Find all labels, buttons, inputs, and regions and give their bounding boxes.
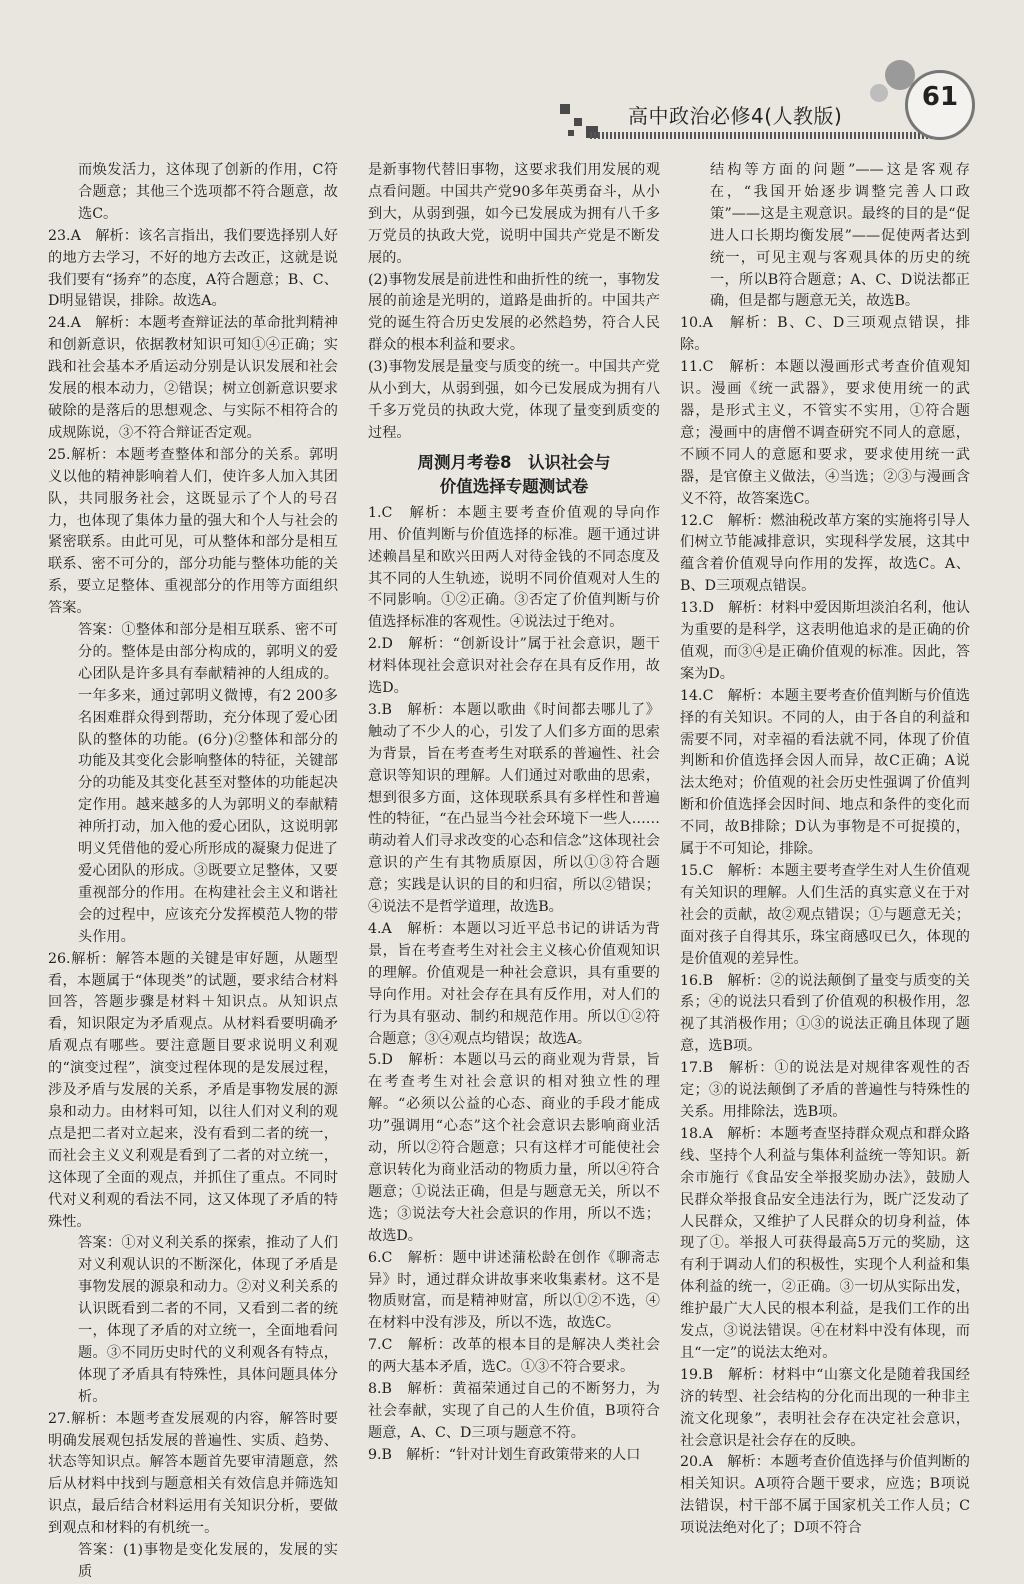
answer-item: 是新事物代替旧事物，这要求我们用发展的观点看问题。中国共产党90多年英勇奋斗，从小到大，从弱到强，如今已发展成为拥有八千多万党员的执政大党，说明中国共产党是不断发展的。: [368, 162, 660, 266]
answer-item: 20.A 解析：本题考查价值选择与价值判断的相关知识。A项符合题干要求，应选；B项说法错误，村干部不属于国家机关工作人员；C项说法绝对化了；D项不符合: [680, 1454, 970, 1537]
answer-item: 24.A 解析：本题考查辩证法的革命批判精神和创新意识，依据教材知识可知①④正确；实践和社会基本矛盾运动分别是认识发展和社会发展的根本动力，②错误；树立创新意识要求破除的是落后的思想观念、与实际不相符合的成规陈说，③不符合辩证否定观。: [48, 315, 338, 441]
column-middle: [368, 160, 660, 1467]
answer-item: 13.D 解析：材料中爱因斯坦淡泊名利，他认为重要的是科学，这表明他追求的是正确的价值观，而③④是正确价值观的标准。因此，答案为D。: [680, 600, 970, 682]
page-header: [560, 60, 1000, 140]
answer-item: (3)事物发展是量变与质变的统一。中国共产党从小到大，从弱到强，如今已发展成为拥有八千多万党员的执政大党，体现了量变到质变的过程。: [368, 359, 660, 441]
answer-item: 26.解析：解答本题的关键是审好题，从题型看，本题属于“体现类”的试题，要求结合材料回答，答题步骤是材料＋知识点。从知识点看，知识限定为矛盾观点。从材料看要明确矛盾观点有哪些。要注意题目要求说明义利观的“演变过程”，演变过程体现的是发展过程，涉及矛盾与发展的关系，矛盾是事物发展的源泉和动力。由材料可知，以往人们对义利的观点是把二者对立起来，没有看到二者的统一，而社会主义义利观是看到了二者的对立统一，这体现了全面的观点，并抓住了重点。不同时代对义利观的看法不同，这又体现了矛盾的特殊性。: [48, 950, 338, 1230]
answer-item: 2.D 解析：“创新设计”属于社会意识，题干材料体现社会意识对社会存在具有反作用，故选D。: [368, 636, 660, 697]
badge-decoration-dot-small: [870, 84, 888, 102]
answer-item: 25.解析：本题考查整体和部分的关系。郭明义以他的精神影响着人们，使许多人加入其团队，共同服务社会，这既显示了个人的号召力，也体现了集体力量的强大和个人与社会的紧密联系。由此可见，可从整体和部分是相互联系、密不可分的，部分功能与整体功能的关系，要立足整体、重视部分的作用等方面组织答案。: [48, 446, 338, 617]
answer-item: 10.A 解析：B、C、D三项观点错误，排除。: [680, 315, 970, 354]
answer-item: 8.B 解析：黄福荣通过自己的不断努力，为社会奉献，实现了自己的人生价值，B项符合题意，A、C、D三项与题意不符。: [368, 1381, 660, 1441]
section-title-line1: 周测月考卷8 认识社会与: [417, 452, 611, 472]
answer-item: 3.B 解析：本题以歌曲《时间都去哪儿了》触动了不少人的心，引发了人们多方面的思索为背景，旨在考查考生对联系的普遍性、社会意识等知识的理解。人们通过对歌曲的思索，想到很多方面，这体现联系具有多样性和普遍性的特征，“在凸显当今社会环境下一些人……萌动着人们寻求改变的心态和信念”这体现社会意识的产生有其物质原因，所以①③符合题意；实践是认识的目的和归宿，所以②错误；④说法不是哲学道理，故选B。: [368, 701, 660, 916]
answer-item: 14.C 解析：本题主要考查价值判断与价值选择的有关知识。不同的人，由于各自的利益和需要不同，对幸福的看法就不同，体现了价值判断和价值选择会因人而异，故C正确；A说法太绝对；价值观的社会历史性强调了价值判断和价值选择会因时间、地点和条件的变化而不同，故B排除；D认为事物是不可捉摸的，属于不可知论，排除。: [680, 687, 970, 858]
answer-item: 27.解析：本题考查发展观的内容，解答时要明确发展观包括发展的普遍性、实质、趋势、状态等知识点。解答本题首先要审清题意，然后从材料中找到与题意相关有效信息并筛选知识点，最后结合材料运用有关知识分析，要做到观点和材料的有机统一。: [48, 1410, 338, 1537]
answer-item: 5.D 解析：本题以马云的商业观为背景，旨在考查考生对社会意识的相对独立性的理解。“必须以公益的心态、商业的手段才能成功”强调用“心态”这个社会意识去影响商业活动，所以②符合题意；只有这样才可能使社会意识转化为商业活动的物质力量，所以④符合题意；①说法正确，但是与题意无关，所以不选；③说法夸大社会意识的作用，所以不选；故选D。: [368, 1052, 660, 1244]
answer-item: 9.B 解析：“针对计划生育政策带来的人口: [368, 1446, 641, 1463]
column-left: [48, 160, 338, 1584]
header-rule: [590, 132, 940, 139]
answer-item: 18.A 解析：本题考查坚持群众观点和群众路线、坚持个人利益与集体利益统一等知识。新余市施行《食品安全举报奖励办法》，鼓励人民群众举报食品安全违法行为，既广泛发动了人民群众，又维护了人民群众的切身利益，体现了①。举报人可获得最高5万元的奖励，这有利于调动人们的积极性，实现个人利益和集体利益的统一，②正确。③一切从实际出发，维护最广大人民的根本利益，是我们工作的出发点，③说法错误。④在材料中没有体现，而且“一定”的说法太绝对。: [680, 1125, 970, 1361]
answer-item: 23.A 解析：该名言指出，我们要选择别人好的地方去学习，不好的地方去改正，这就是说我们要有“扬弃”的态度，A符合题意；B、C、D明显错误，排除。故选A。: [48, 227, 338, 310]
section-title-line2: 价值选择专题测试卷: [439, 476, 589, 496]
answer-item: 4.A 解析：本题以习近平总书记的讲话为背景，旨在考查考生对社会主义核心价值观知识的理解。价值观是一种社会意识，具有重要的导向作用。对社会存在具有反作用，对人们的行为具有驱动、制约和规范作用。所以①②符合题意；③④观点均错误；故选A。: [368, 921, 660, 1047]
book-title: 高中政治必修4(人教版): [628, 104, 843, 128]
answer-item: 结构等方面的问题”——这是客观存在，“我国开始逐步调整完善人口政策”——这是主观意识。最终的目的是“促进人口长期均衡发展”——促使两者达到统一，可见主观与客观具体的历史的统一，所以B符合题意；A、C、D说法都正确，但是都与题意无关，故选B。: [710, 162, 970, 310]
answer-item: 答案：(1)事物是变化发展的，发展的实质: [78, 1542, 338, 1580]
answer-item: 6.C 解析：题中讲述蒲松龄在创作《聊斋志异》时，通过群众讲故事来收集素材。这不是物质财富，而是精神财富，所以①②不选，④在材料中没有涉及，所以不选，故选C。: [368, 1249, 660, 1332]
answer-item: 11.C 解析：本题以漫画形式考查价值观知识。漫画《统一武器》，要求使用统一的武器，是形式主义，不管实不实用，①符合题意；漫画中的唐僧不调查研究不同人的意愿，不顾不同人的意愿和要求，要求使用统一武器，是官僚主义做法，④当选；②③与漫画含义不符，故答案选C。: [680, 359, 970, 507]
answer-item: 17.B 解析：①的说法是对规律客观性的否定；③的说法颠倒了矛盾的普遍性与特殊性的关系。用排除法，选B项。: [680, 1060, 970, 1120]
answer-item: 答案：①对义利关系的探索，推动了人们对义利观认识的不断深化，体现了矛盾是事物发展的源泉和动力。②对义利关系的认识既看到二者的不同，又看到二者的统一，体现了矛盾的对立统一，全面地看问题。③不同历史时代的义利观各有特点，体现了矛盾具有特殊性，具体问题具体分析。: [78, 1235, 338, 1405]
answer-item: 19.B 解析：材料中“山寨文化是随着我国经济的转型、社会结构的分化而出现的一种非主流文化现象”，表明社会存在决定社会意识，社会意识是社会存在的反映。: [680, 1366, 970, 1449]
answer-item: (2)事物发展是前进性和曲折性的统一，事物发展的前途是光明的，道路是曲折的。中国共产党的诞生符合历史发展的必然趋势，符合人民群众的根本利益和要求。: [368, 271, 660, 354]
page-number: 61: [921, 82, 959, 112]
column-right: [680, 160, 970, 1540]
section-title: [368, 451, 660, 499]
answer-item: 12.C 解析：燃油税改革方案的实施将引导人们树立节能减排意识，实现科学发展，这其中蕴含着价值观导向作用的发挥，故选C。A、B、D三项观点错误。: [680, 512, 970, 595]
answer-item: 答案：①整体和部分是相互联系、密不可分的。整体是由部分构成的，郭明义的爱心团队是许多具有奉献精神的人组成的。一年多来，通过郭明义微博，有2 200多名困难群众得到帮助，充分体现了爱心团队的整体的功能。(6分)②整体和部分的功能及其变化会影响整体的特征，关键部分的功能及其变化甚至对整体的功能起决定作用。越来越多的人为郭明义的奉献精神所打动，加入他的爱心团队，这说明郭明义凭借他的爱心所形成的凝聚力促进了爱心团队的形成。③既要立足整体，又要重视部分的作用。在构建社会主义和谐社会的过程中，应该充分发挥模范人物的带头作用。: [78, 622, 338, 945]
answer-item: 16.B 解析：②的说法颠倒了量变与质变的关系；④的说法只看到了价值观的积极作用，忽视了其消极作用；①③的说法正确且体现了题意，选B项。: [680, 972, 970, 1055]
answer-item: 1.C 解析：本题主要考查价值观的导向作用、价值判断与价值选择的标准。题干通过讲述赖昌星和欧兴田两人对待金钱的不同态度及其不同的人生轨迹，说明不同价值观对人生的不同影响。①②正确。③否定了价值判断与价值选择标准的客观性。④说法过于绝对。: [368, 504, 660, 631]
answer-item: 15.C 解析：本题主要考查学生对人生价值观有关知识的理解。人们生活的真实意义在于对社会的贡献，故②观点错误；①与题意无关；面对孩子自得其乐，珠宝商感叹已久，体现的是价值观的差异性。: [680, 863, 970, 967]
answer-item: 7.C 解析：改革的根本目的是解决人类社会的两大基本矛盾，选C。①③不符合要求。: [368, 1337, 660, 1376]
answer-item: 而焕发活力，这体现了创新的作用，C符合题意；其他三个选项都不符合题意，故选C。: [78, 162, 338, 222]
